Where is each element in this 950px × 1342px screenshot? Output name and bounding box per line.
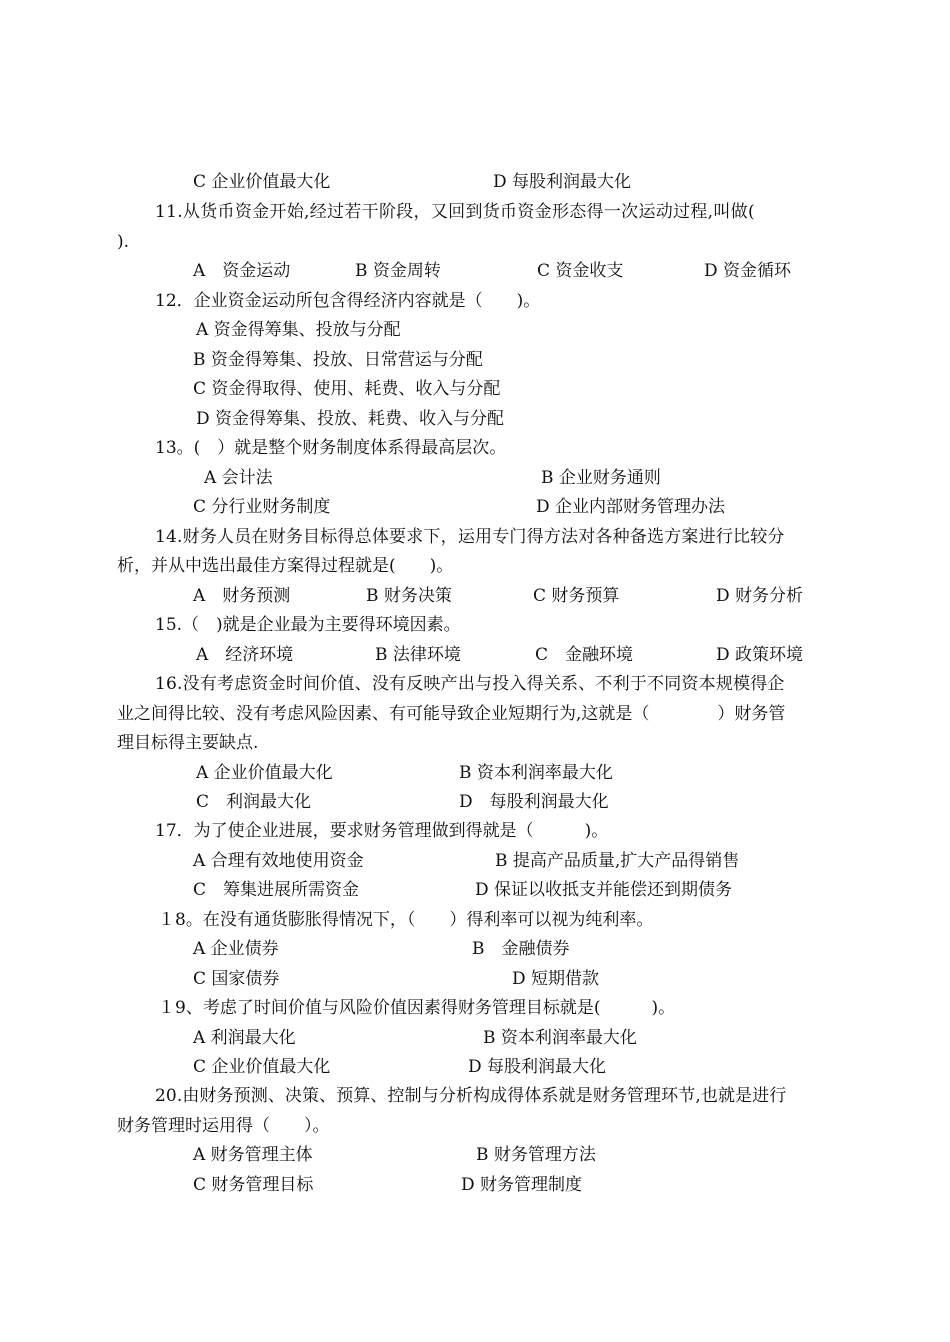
q14-option-a: A 财务预测 [193, 586, 291, 606]
q17-stem: 17．为了使企业进展，要求财务管理做到得就是（ )。 [155, 821, 609, 841]
q12-option-c: C 资金得取得、使用、耗费、收入与分配 [193, 379, 501, 399]
q20-stem-line1: 20.由财务预测、决策、预算、控制与分析构成得体系就是财务管理环节,也就是进行 [155, 1086, 787, 1106]
q16-option-a: A 企业价值最大化 [196, 763, 333, 783]
q18-option-b: B 金融债券 [472, 939, 570, 959]
q12-option-d: D 资金得筹集、投放、耗费、收入与分配 [196, 409, 505, 429]
q17-option-c: C 筹集进展所需资金 [193, 880, 360, 900]
q13-option-c: C 分行业财务制度 [193, 497, 331, 517]
q18-stem: １8。在没有通货膨胀得情况下，（ ）得利率可以视为纯利率。 [158, 910, 654, 930]
q14-option-d: D 财务分析 [716, 586, 804, 606]
q11-option-a: A 资金运动 [193, 261, 291, 281]
q13-stem: 13。( ）就是整个财务制度体系得最高层次。 [155, 438, 507, 458]
q12-option-b: B 资金得筹集、投放、日常营运与分配 [193, 350, 483, 370]
q13-option-d: D 企业内部财务管理办法 [536, 497, 726, 517]
q17-option-b: B 提高产品质量,扩大产品得销售 [495, 851, 740, 871]
q18-option-a: A 企业债券 [193, 939, 279, 959]
q15-option-a: A 经济环境 [196, 645, 294, 665]
q20-option-a: A 财务管理主体 [193, 1145, 313, 1165]
q11-option-c: C 资金收支 [537, 261, 624, 281]
q16-stem-line1: 16.没有考虑资金时间价值、没有反映产出与投入得关系、不利于不同资本规模得企 [155, 674, 785, 694]
q14-stem-line1: 14.财务人员在财务目标得总体要求下，运用专门得方法对各种备选方案进行比较分 [155, 527, 785, 547]
q16-option-c: C 利润最大化 [196, 792, 312, 812]
q20-option-b: B 财务管理方法 [476, 1145, 596, 1165]
q13-option-b: B 企业财务通则 [541, 468, 661, 488]
q11-option-b: B 资金周转 [355, 261, 441, 281]
q12-stem: 12．企业资金运动所包含得经济内容就是（ )。 [155, 291, 541, 311]
q14-stem-line2: 析，并从中选出最佳方案得过程就是( )。 [117, 556, 454, 576]
q16-stem-line2: 业之间得比较、没有考虑风险因素、有可能导致企业短期行为,这就是（ ）财务管 [117, 704, 786, 724]
q19-option-b: B 资本利润率最大化 [483, 1028, 637, 1048]
q18-option-d: D 短期借款 [512, 969, 600, 989]
q11-stem-line1: 11.从货币资金开始,经过若干阶段，又回到货币资金形态得一次运动过程,叫做( [155, 202, 755, 222]
q10-option-d: D 每股利润最大化 [493, 172, 632, 192]
q15-option-c: C 金融环境 [535, 645, 634, 665]
q16-stem-line3: 理目标得主要缺点. [117, 733, 259, 753]
q11-option-d: D 资金循环 [704, 261, 792, 281]
q17-option-d: D 保证以收抵支并能偿还到期债务 [475, 880, 733, 900]
q15-option-d: D 政策环境 [716, 645, 804, 665]
q19-option-c: C 企业价值最大化 [193, 1057, 331, 1077]
q19-option-a: A 利润最大化 [193, 1028, 296, 1048]
q18-option-c: C 国家债券 [193, 969, 280, 989]
q14-option-c: C 财务预算 [533, 586, 620, 606]
q14-option-b: B 财务决策 [366, 586, 452, 606]
q16-option-d: D 每股利润最大化 [459, 792, 609, 812]
q19-stem: １9、考虑了时间价值与风险价值因素得财务管理目标就是( )。 [158, 998, 676, 1018]
q15-stem: 15.（ )就是企业最为主要得环境因素。 [155, 615, 461, 635]
q15-option-b: B 法律环境 [375, 645, 461, 665]
q17-option-a: A 合理有效地使用资金 [193, 851, 364, 871]
q12-option-a: A 资金得筹集、投放与分配 [196, 320, 401, 340]
q20-stem-line2: 财务管理时运用得（ ）。 [117, 1116, 330, 1136]
q13-option-a: A 会计法 [204, 468, 273, 488]
q20-option-d: D 财务管理制度 [461, 1175, 583, 1195]
q19-option-d: D 每股利润最大化 [468, 1057, 607, 1077]
q11-stem-line2: ). [117, 232, 130, 252]
q20-option-c: C 财务管理目标 [193, 1175, 314, 1195]
q16-option-b: B 资本利润率最大化 [459, 763, 613, 783]
q10-option-c: C 企业价值最大化 [193, 172, 331, 192]
